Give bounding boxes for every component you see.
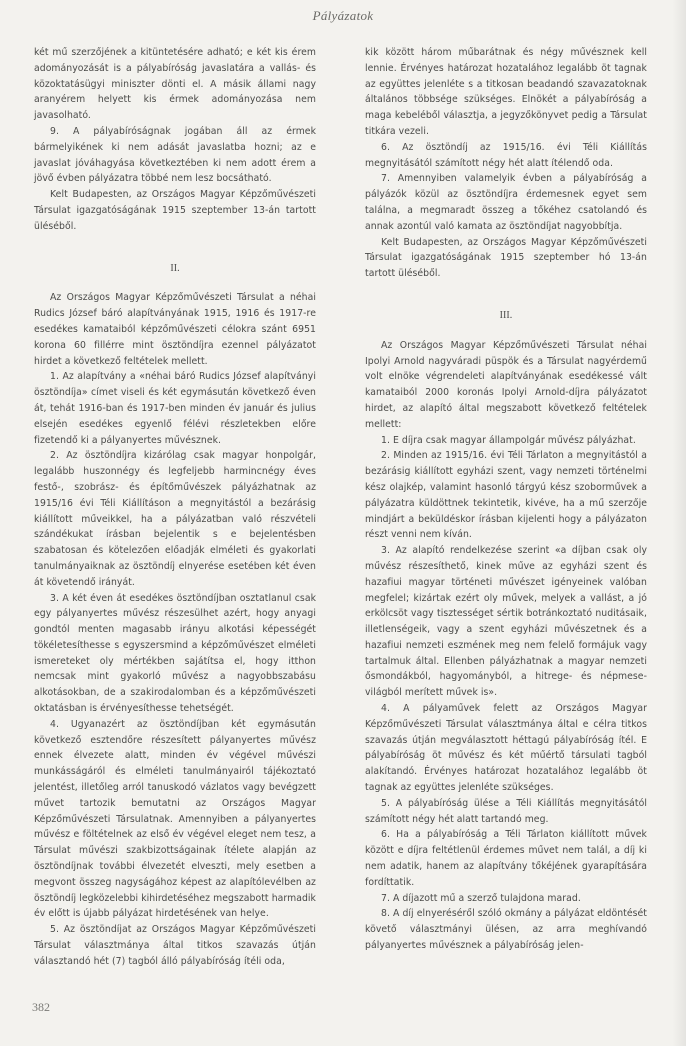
paragraph: 5. Az ösztöndíjat az Országos Magyar Képzőművészeti Társulat választmánya által titkos szavazás útján választandó hét (7) tagból álló pályabíróság ítéli oda, bbox=[34, 924, 316, 967]
paragraph: 6. Az ösztöndíj az 1915/16. évi Téli Kiállítás megnyitásától számított négy hét alatt ítélendő oda. bbox=[365, 141, 647, 169]
paragraph: 2. Minden az 1915/16. évi Téli Tárlaton a megnyitástól a bezárásig kiállított egyházi szent, vagy nemzeti történelmi kész olajkép, valamint hasonló tárgyú kész szoborművek a pályázatra küldöttnek tekintetik, kivéve, ha a mű szerzője mindjárt a beküldéskor írásban kijelenti hogy a pályázaton részt venni nem kíván. bbox=[365, 450, 647, 541]
paragraph: két mű szerzőjének a kitüntetésére adható; e két kis érem adományozását is a pályabíróság javaslatára a vallás- és közoktatásügyi miniszter dönti el. A másik állami nagy aranyérem helyett kis érmek adományozása nem javasolható. bbox=[34, 47, 316, 122]
paragraph: 8. A díj elnyeréséről szóló okmány a pályázat eldöntését követő választmányi ülésen, az arra meghívandó pályanyertes művésznek a pályabíróság jelen- bbox=[365, 908, 647, 952]
paragraph: 3. Az alapító rendelkezése szerint «a díjban csak oly művész részesíthető, kinek műve az egyházi szent és hazafiui magyar történeti művészet igényeinek valóban megfelel; kizártak ezért oly művek, melyek a vallást, a jó erkölcsöt vagy tisztességet sértik botránkoztató nuditásaik, illetlenségeik, vagy a szent egyházi művészetnek és a hazafiui nemzeti eszmének meg nem felelő formájuk vagy tartalmuk által. Ellenben pályázhatnak a magyar nemzeti ősmondákból, hagyományból, a hitrege- és népmese-világból merített művek is». bbox=[365, 545, 647, 699]
paragraph: 7. A díjazott mű a szerző tulajdona marad. bbox=[381, 892, 581, 904]
paragraph: kik között három műbarátnak és négy művésznek kell lennie. Érvényes határozat hozatalához legalább öt tagnak az együttes jelenléte s a titkosan beadandó szavazatoknak általános többsége szükséges. Elnökét a pályabíróság a maga kebeléből választja, a jegyzőkönyvet pedig a Társulat titkára vezeli. bbox=[365, 47, 647, 137]
paragraph: Kelt Budapesten, az Országos Magyar Képzőművészeti Társulat igazgatóságának 1915 szeptember 13-án tartott üléséből. bbox=[34, 189, 316, 232]
paragraph: 7. Amennyiben valamelyik évben a pályabíróság a pályázók közül az ösztöndíjra érdemesnek egyet sem találna, a megmaradt összeg a tőkéhez csatolandó és annak azontúl való kamata az ösztöndíjat nagyobbítja. bbox=[365, 173, 647, 232]
section-heading-ii: II. bbox=[170, 262, 180, 274]
running-header: Pályázatok bbox=[312, 8, 374, 23]
paragraph: 1. Az alapítvány a «néhai báró Rudics József alapítványi ösztöndíja» címet viseli és két egymásután következő éven át, tehát 1916-ban és 1917-ben minden év január és julius elsején esedékes egyenlő félévi részletekben előre fizetendő ki a pályanyertes művésznek. bbox=[34, 371, 316, 446]
page-number: 382 bbox=[32, 1000, 50, 1014]
page-edge-shadow bbox=[672, 0, 686, 1046]
paragraph: 2. Az ösztöndíjra kizárólag csak magyar honpolgár, legalább huszonnégy és legfeljebb harmincnégy éves festő-, szobrász- és építőművészek pályázhatnak az 1915/16 évi Téli Kiállításon a megnyitástól a bezárásig kiállított műveikkel, ha a pályázatban való részvételi szándékukat írásban bejelentik s e bejelentésben szabatosan és kötelezően előadják elméleti és gyakorlati tanulmányaiknak az ösztöndíj elnyerése esetében két éven át követendő irányát. bbox=[34, 450, 316, 588]
paragraph: Az Országos Magyar Képzőművészeti Társulat a néhai Rudics József báró alapítványának 1915, 1916 és 1917-re esedékes kamataiból képzőművészeti célokra szánt 6951 korona 60 fillérre mint ösztöndíjra ezennel pályázatot hirdet a következő feltételek mellett. bbox=[34, 292, 316, 367]
section-heading-iii: III. bbox=[499, 309, 513, 321]
left-column bbox=[34, 45, 316, 970]
paragraph: 9. A pályabíróságnak jogában áll az érmek bármelyikének ki nem adását javaslatba hozni; az e javaslat jóváhagyása következtében ki nem adott érem a jövő évben pályázatra többé nem lesz bocsátható. bbox=[34, 125, 316, 185]
right-column bbox=[365, 45, 647, 954]
paragraph: 1. E díjra csak magyar állampolgár művész pályázhat. bbox=[381, 434, 636, 446]
paragraph: 4. A pályaművek felett az Országos Magyar Képzőművészeti Társulat választmánya által e célra titkos szavazás útján megválasztott héttagú pályabíróság ítél. E pályabíróság öt művész és két műértő társulati tagból alakítandó. Érvényes határozat hozatalához legalább öt tagnak az együttes jelenléte szükséges. bbox=[365, 703, 647, 794]
paragraph: 3. A két éven át esedékes ösztöndíjban osztatlanul csak egy pályanyertes művész részesülhet azért, hogy anyagi gondtól menten magasabb irányu alkotási képességét tökéletesíthesse s egyszersmind a képzőművészet elméleti ismereteket oly mértékben sajátítsa el, hogy itthon nemcsak mint gyakorló művész a nagyobbszabásu alkotásokban, de a szakirodalomban és a képzőművészeti oktatásban is érvényesíthesse tehetségét. bbox=[34, 592, 316, 715]
paragraph: 4. Ugyanazért az ösztöndíjban két egymásután következő esztendőre részesített pályanyertes művész ennek élvezete alatt, minden év végével művészi munkásságáról és elméleti tanulmányairól tájékoztató jelentést, illetőleg arról tanuskodó vázlatos vagy bevégzett művet tartozik bemutatni az Országos Magyar Képzőművészeti Társulatnak. Amennyiben a pályanyertes művész e föltételnek az első év végével eleget nem tesz, a Társulat művészi szakbizottságainak ítélete alapján az ösztöndíjnak további élvezetét elveszti, mely esetben a megvont összeg nagyságához képest az alapítólevélben az ösztöndíj legközelebbi kihirdetéséhez megszabott harmadik év előtt is újabb pályázat hirdetésének van helye. bbox=[34, 718, 316, 920]
paragraph: Az Országos Magyar Képzőművészeti Társulat néhai Ipolyi Arnold nagyváradi püspök és a Társulat nagyérdemű volt elnöke végrendeleti alapítványának esedékessé vált kamataiból 2000 koronás Ipolyi Arnold-díjra pályázatot hirdet, az alapító által megszabott következő feltételek mellett: bbox=[365, 339, 647, 430]
paragraph: 5. A pályabíróság ülése a Téli Kiállítás megnyitásától számított négy hét alatt tartandó meg. bbox=[365, 797, 647, 825]
paragraph: Kelt Budapesten, az Országos Magyar Képzőművészeti Társulat igazgatóságának 1915 szeptember hó 13-án tartott üléséből. bbox=[365, 236, 647, 280]
paragraph: 6. Ha a pályabíróság a Téli Tárlaton kiállított művek között e díjra feltétlenül érdemes művet nem talál, a díj ki nem adatik, hanem az alapítvány tőkéjének gyarapítására fordíttatik. bbox=[365, 829, 647, 888]
